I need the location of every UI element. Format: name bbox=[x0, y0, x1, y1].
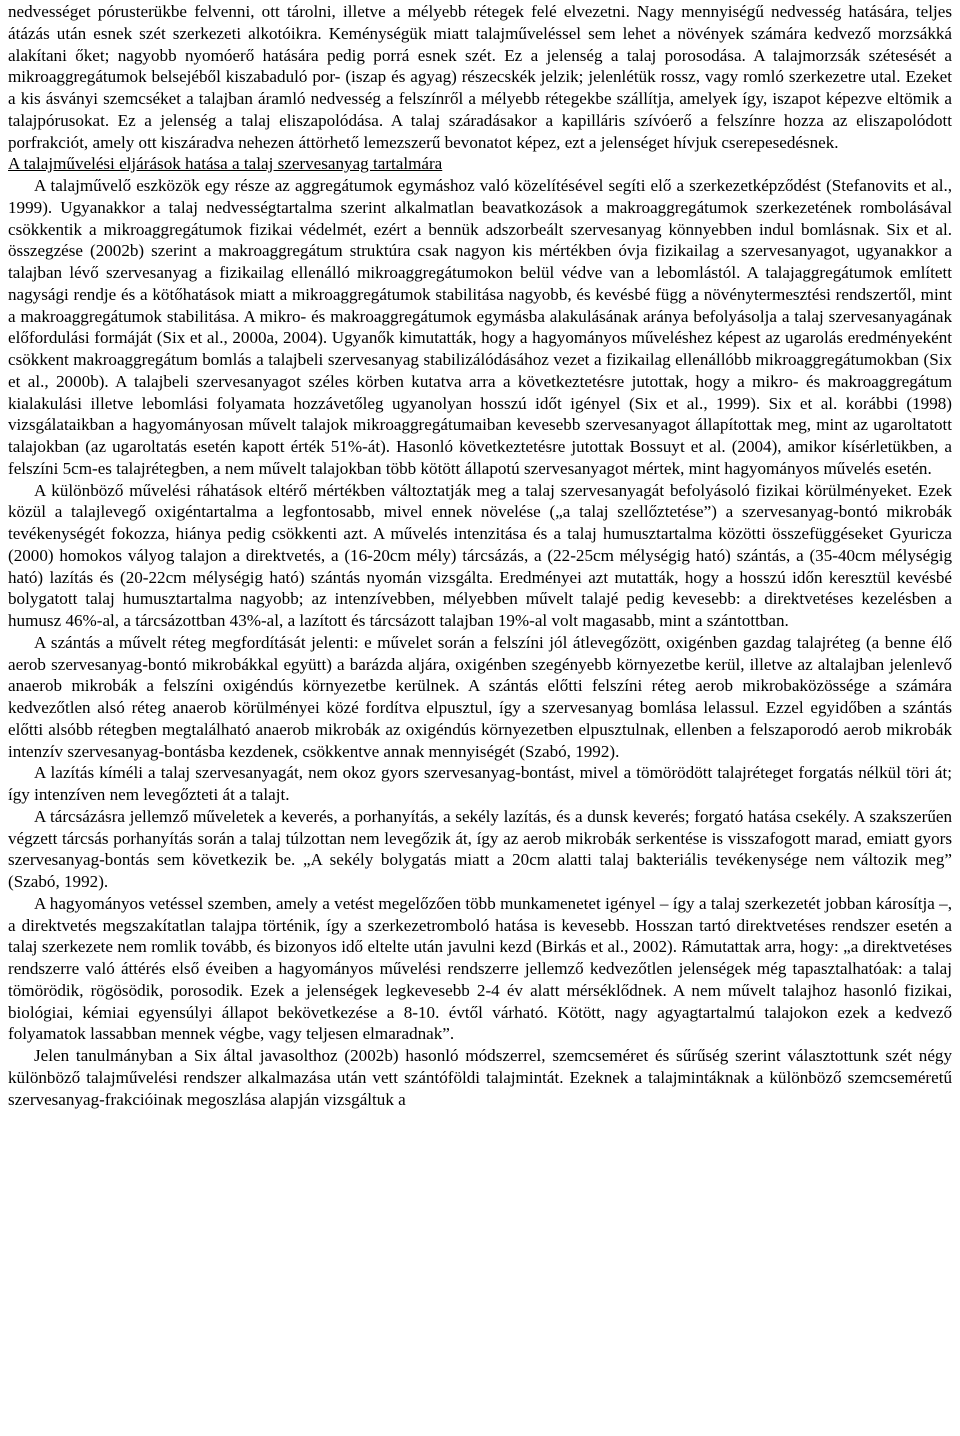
paragraph-study: Jelen tanulmányban a Six által javasolthoz (2002b) hasonló módszerrel, szemcseméret és sűrűség szerint választottunk szét négy különböző talajművelési rendszer alkalmazása után vett szántóföldi talajmintát. Ezeknek a talajmintáknak a különböző szemcseméretű szervesanyag-frakcióinak megoszlása alapján vizsgáltuk a bbox=[8, 1046, 952, 1109]
paragraph-cultivation-effects: A különböző művelési ráhatások eltérő mértékben változtatják meg a talaj szervesanyagát befolyásoló fizikai körülményeket. Ezek közül a talajlevegő oxigéntartalma a legfontosabb, mivel ennek növelése („a talaj szellőztetése”) a szervesanyag-bontó mikrobák tevékenységét fokozza, hiánya pedig csökkenti azt. A művelés intenzitása és a talaj humusztartalma közötti összefüggéseket Gyuricza (2000) homokos vályog talajon a direktvetés, a (16-20cm mély) tárcsázás, a (22-25cm mélységig ható) szántás, a (35-40cm mélységig ható) lazítás és (20-22cm mélységig ható) szántás nyomán vizsgálta. Eredményei azt mutatták, hogy a hosszú időn keresztül kevésbé bolygatott talaj humusztartalma nagyobb; az intenzívebben, mélyebben művelt talajé pedig kevesebb: a direktvetéses kezelésben a humusz 46%-al, a tárcsázottban 43%-al, a lazított és tárcsázott talajban 19%-al volt magasabb, mint a szántottban. bbox=[8, 480, 952, 630]
paragraph-disking: A tárcsázásra jellemző műveletek a keverés, a porhanyítás, a sekély lazítás, és a dunsk keverés; forgató hatása csekély. A szakszerűen végzett tárcsás porhanyítás során a talaj túlzottan nem levegőzik át, így az aerob mikrobák serkentése is visszafogott marad, emiatt gyors szervesanyag-bontás sem következik be. „A sekély bolygatás miatt a 20cm alatti talaj bakteriális tevékenysége nem változik meg” (Szabó, 1992). bbox=[8, 806, 952, 891]
paragraph-aggregates: A talajművelő eszközök egy része az aggregátumok egymáshoz való közelítésével segíti elő a szerkezetképződést (Stefanovits et al., 1999). Ugyanakkor a talaj nedvességtartalma szerint alkalmatlan beavatkozások a makroaggregátumok szerkezetének rombolásával csökkentik a mikroaggregátumok fizikai védelmét, ezért a bennük adszorbeált szervesanyag könnyebben indul bomlásnak. Six et al. összegzése (2002b) szerint a makroaggregátum struktúra csak nagyon kis mértékben óvja fizikailag a szervesanyagot, ugyanakkor a talajban lévő szervesanyag a fizikailag ellenálló mikroaggregátumokon belül védve van a lebomlástól. A talajaggregátumok említett nagysági rendje és a kötőhatások miatt a mikroaggregátumok stabilitása nagyobb, és kevésbé függ a növénytermesztési rendszertől, mint a makroaggregátumok stabilitása. A mikro- és makroaggregátumok egymásba alakulásának aránya befolyásolja a talaj szervesanyagának előfordulási formáját (Six et al., 2000a, 2004). Ugyanők kimutatták, hogy a hagyományos műveléshez képest az ugarolás eredményeként csökkent makroaggregátum bomlás a talajbeli szervesanyag stabilizálódásához vezet a fizikailag ellenállóbb mikroaggregátumokban (Six et al., 2000b). A talajbeli szervesanyagot széles körben kutatva arra a következtetésre jutottak, hogy a mikro- és makroaggregátum kialakulási illetve lebomlási folyamata hozzávetőleg ugyanolyan hosszú időt igényel (Six et al., 1999). Six et al. korábbi (1998) vizsgálataikban a hagyományosan művelt talajok mikroaggregátumaiban kevesebb szervesanyagot állapítottak meg, mint az ugaroltatott talajokban (az ugaroltatás esetén kapott érték 51%-át). Hasonló következtetésre jutottak Bossuyt et al. (2004), amikor kísérletükben, a felszíni 5cm-es talajrétegben, a nem művelt talajokban több kötött állapotú szervesanyagot mértek, mint hagyományos művelés esetén. bbox=[8, 176, 952, 478]
paragraph-direct-drilling: A hagyományos vetéssel szemben, amely a vetést megelőzően több munkamenetet igényel – így a talaj szerkezetét jobban károsítja –, a direktvetés megszakítatlan talajpa történik, így a szerkezetromboló hatása is kevesebb. Hosszan tartó direktvetéses rendszer esetén a talaj szerkezete nem romlik tovább, és bizonyos idő eltelte után javulni kezd (Birkás et al., 2002). Rámutattak arra, hogy: „a direktvetéses rendszerre való áttérés első éveiben a hagyományos művelési rendszerre jellemző kedvezőtlen jelenségek még tapasztalhatóak: a talaj tömörödik, rögösödik, porosodik. Ezek a jelenségek legkevesebb 2-4 év alatt mérséklődnek. A nem művelt talajhoz hasonló fizikai, biológiai, kémiai egyensúlyi állapot bekövetkezése a 8-10. évtől várható. Kötött, nagy agyagtartalmú talajokon ezek a kedvező folyamatok lassabban mennek végbe, vagy teljesen elmaradnak”. bbox=[8, 893, 952, 1044]
paragraph-ploughing: A szántás a művelt réteg megfordítását jelenti: e művelet során a felszíni jól átlevegőzött, oxigénben gazdag talajréteg (a benne élő aerob szervesanyag-bontó mikrobákkal együtt) a barázda aljára, oxigénben szegényebb környezetbe kerül, illetve az altalajban jelenlevő anaerob mikrobák a felszíni oxigéndús környezetbe kerülnek. A szántás előtti felszíni réteg aerob mikrobaközössége a számára kedvezőtlen alsó réteg anaerob körülményei közé fordítva elpusztul, így a szervesanyag bomlása lelassul. Ezzel egyidőben a szántás előtti alsóbb rétegben megtalálható anaerob mikrobák az oxigéndús környezetben elpusztulnak, ellenben a felszaporodó aerob mikrobák intenzív szervesanyag-bontásba kezdenek, csökkentve annak mennyiségét (Szabó, 1992). bbox=[8, 632, 952, 761]
paragraph-loosening: A lazítás kíméli a talaj szervesanyagát, nem okoz gyors szervesanyag-bontást, mivel a tömörödött talajréteget forgatás nélkül töri át; így intenzíven nem levegőzteti át a talajt. bbox=[8, 763, 952, 804]
section-heading: A talajművelési eljárások hatása a talaj szervesanyag tartalmára bbox=[8, 154, 443, 174]
paragraph-intro: nedvességet pórusterükbe felvenni, ott tárolni, illetve a mélyebb rétegek felé elvezetni. Nagy mennyiségű nedvesség hatására, teljes átázás után esnek szét szerkezeti alkotóikra. Keménységük miatt talajműveléssel sem lehet a növények számára kedvező morzsákká alakítani őket; nagyobb nyomóerő hatására pedig porrá esnek szét. Ez a jelenség a talaj porosodása. A talajmorzsák szétesését a mikroaggregátumok belsejéből kiszabaduló por- (iszap és agyag) részecskék jelzik; jelenlétük rossz, vagy romló szerkezetre utal. Ezeket a kis ásványi szemcséket a talajban áramló nedvesség a felszínről a mélyebb rétegekbe szállítja, amelyek így, iszapot képezve eltömik a talajpórusokat. Ez a jelenség a talaj eliszapolódása. A talaj száradásakor a kapilláris szívóerő a felszínre hozza az eliszapolódott porfrakciót, amely ott kiszáradva nehezen áttörhető lemezszerű bevonatot képez, ezt a jelenséget hívjuk cserepesedésnek. bbox=[8, 2, 952, 152]
